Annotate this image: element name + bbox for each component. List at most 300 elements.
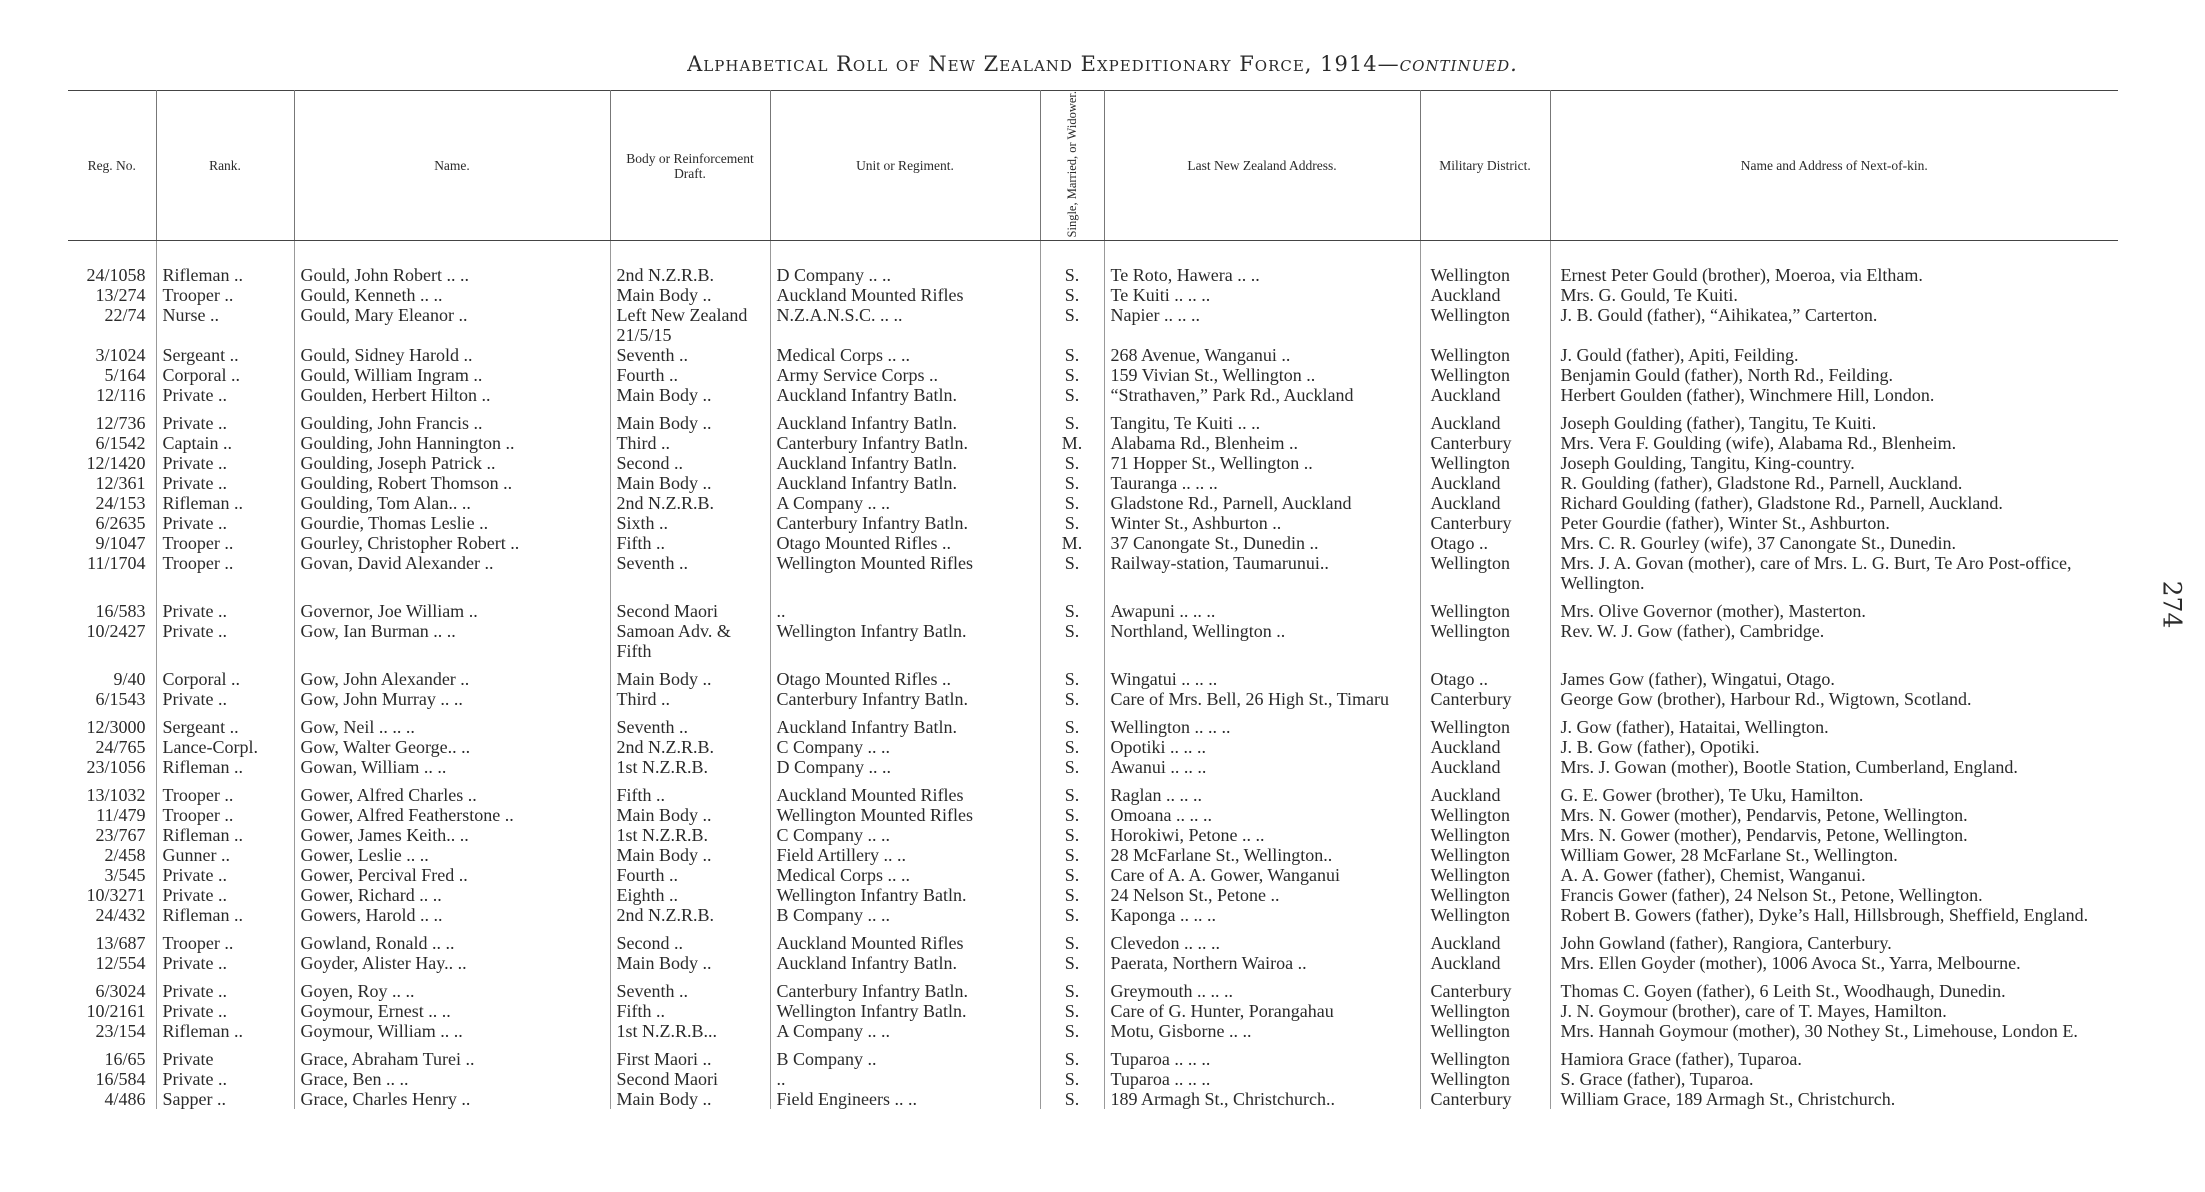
next-of-kin-cell: Mrs. J. Gowan (mother), Bootle Station, Cumberland, England. (1560, 757, 2018, 778)
district-cell: Wellington (1420, 1069, 1550, 1089)
body-draft-cell: Main Body .. (610, 473, 770, 493)
address-cell: Napier .. .. .. (1104, 305, 1420, 345)
next-of-kin-cell: Rev. W. J. Gow (father), Cambridge. (1560, 621, 1825, 642)
name-cell: Gow, John Murray .. .. (294, 689, 610, 709)
body-draft-cell: 1st N.Z.R.B... (610, 1021, 770, 1041)
rank-cell: Rifleman .. (156, 825, 294, 845)
reg-no-cell: 10/2161 (68, 1001, 156, 1021)
rank-cell: Private .. (156, 1069, 294, 1089)
district-cell: Auckland (1420, 385, 1550, 405)
reg-no-cell: 24/153 (68, 493, 156, 513)
marital-cell: S. (1040, 865, 1104, 885)
next-of-kin-cell: Thomas C. Goyen (father), 6 Leith St., Woodhaugh, Dunedin. (1560, 981, 2006, 1002)
body-draft-cell: Third .. (610, 433, 770, 453)
table-row (68, 777, 2118, 805)
reg-no-cell: 9/1047 (68, 533, 156, 553)
unit-cell: A Company .. .. (770, 1021, 1040, 1041)
table-row (68, 365, 2118, 385)
unit-cell: Otago Mounted Rifles .. (770, 661, 1040, 689)
next-of-kin-cell: J. B. Gow (father), Opotiki. (1560, 737, 1760, 758)
reg-no-cell: 12/1420 (68, 453, 156, 473)
district-cell: Wellington (1420, 453, 1550, 473)
next-of-kin-cell: A. A. Gower (father), Chemist, Wanganui. (1560, 865, 1866, 886)
unit-cell: Wellington Infantry Batln. (770, 885, 1040, 905)
marital-cell: S. (1040, 305, 1104, 345)
marital-cell: S. (1040, 453, 1104, 473)
marital-cell: S. (1040, 241, 1104, 286)
address-cell: Winter St., Ashburton .. (1104, 513, 1420, 533)
body-draft-cell: Third .. (610, 689, 770, 709)
table-row (68, 385, 2118, 405)
body-draft-cell: Seventh .. (610, 973, 770, 1001)
body-draft-cell: Seventh .. (610, 553, 770, 593)
unit-cell: Auckland Infantry Batln. (770, 453, 1040, 473)
body-draft-cell: 2nd N.Z.R.B. (610, 905, 770, 925)
marital-cell: S. (1040, 473, 1104, 493)
next-of-kin-cell: Peter Gourdie (father), Winter St., Ashburton. (1560, 513, 1890, 534)
table-row (68, 865, 2118, 885)
district-cell: Canterbury (1420, 689, 1550, 709)
table-row (68, 973, 2118, 1001)
next-of-kin-cell: Francis Gower (father), 24 Nelson St., Petone, Wellington. (1560, 885, 1983, 906)
name-cell: Gould, Kenneth .. .. (294, 285, 610, 305)
name-cell: Gower, Alfred Featherstone .. (294, 805, 610, 825)
next-of-kin-cell: Ernest Peter Gould (brother), Moeroa, via Eltham. (1560, 265, 1923, 286)
next-of-kin-cell: Joseph Goulding, Tangitu, King-country. (1560, 453, 1855, 474)
name-cell: Gower, Richard .. .. (294, 885, 610, 905)
address-cell: Wellington .. .. .. (1104, 709, 1420, 737)
unit-cell: N.Z.A.N.S.C. .. .. (770, 305, 1040, 345)
rank-cell: Private .. (156, 973, 294, 1001)
address-cell: 71 Hopper St., Wellington .. (1104, 453, 1420, 473)
district-cell: Wellington (1420, 885, 1550, 905)
address-cell: 189 Armagh St., Christchurch.. (1104, 1089, 1420, 1109)
body-draft-cell: Main Body .. (610, 285, 770, 305)
table-row (68, 1089, 2118, 1109)
rank-cell: Private .. (156, 885, 294, 905)
address-cell: Greymouth .. .. .. (1104, 973, 1420, 1001)
district-cell: Wellington (1420, 905, 1550, 925)
body-draft-cell: Fourth .. (610, 865, 770, 885)
next-of-kin-cell: William Grace, 189 Armagh St., Christchurch. (1560, 1089, 1896, 1110)
next-of-kin-cell: S. Grace (father), Tuparoa. (1560, 1069, 1754, 1090)
table-row (68, 405, 2118, 433)
name-cell: Gower, James Keith.. .. (294, 825, 610, 845)
reg-no-cell: 23/1056 (68, 757, 156, 777)
marital-cell: S. (1040, 757, 1104, 777)
unit-cell: Army Service Corps .. (770, 365, 1040, 385)
body-draft-cell: Eighth .. (610, 885, 770, 905)
table-row (68, 737, 2118, 757)
reg-no-cell: 13/274 (68, 285, 156, 305)
marital-cell: S. (1040, 661, 1104, 689)
marital-cell: S. (1040, 1041, 1104, 1069)
rank-cell: Private .. (156, 1001, 294, 1021)
address-cell: Awapuni .. .. .. (1104, 593, 1420, 621)
col-address: Last New Zealand Address. (1104, 91, 1420, 241)
district-cell: Wellington (1420, 845, 1550, 865)
body-draft-cell: Samoan Adv. & Fifth (610, 621, 770, 661)
next-of-kin-cell: Mrs. Vera F. Goulding (wife), Alabama Rd., Blenheim. (1560, 433, 1957, 454)
district-cell: Canterbury (1420, 513, 1550, 533)
body-draft-cell: Second .. (610, 925, 770, 953)
marital-cell: S. (1040, 285, 1104, 305)
body-draft-cell: Fifth .. (610, 533, 770, 553)
body-draft-cell: Second Maori (610, 593, 770, 621)
unit-cell: D Company .. .. (770, 241, 1040, 286)
body-draft-cell: Main Body .. (610, 405, 770, 433)
reg-no-cell: 12/361 (68, 473, 156, 493)
marital-cell: S. (1040, 845, 1104, 865)
name-cell: Goyder, Alister Hay.. .. (294, 953, 610, 973)
unit-cell: D Company .. .. (770, 757, 1040, 777)
page-number: 274 (2157, 580, 2187, 629)
reg-no-cell: 12/3000 (68, 709, 156, 737)
table-row (68, 1021, 2118, 1041)
marital-cell: S. (1040, 737, 1104, 757)
reg-no-cell: 11/1704 (68, 553, 156, 593)
reg-no-cell: 23/154 (68, 1021, 156, 1041)
marital-cell: S. (1040, 885, 1104, 905)
name-cell: Gower, Leslie .. .. (294, 845, 610, 865)
unit-cell: Auckland Infantry Batln. (770, 385, 1040, 405)
district-cell: Wellington (1420, 621, 1550, 661)
name-cell: Goymour, William .. .. (294, 1021, 610, 1041)
reg-no-cell: 6/1542 (68, 433, 156, 453)
unit-cell: B Company .. .. (770, 905, 1040, 925)
district-cell: Canterbury (1420, 1089, 1550, 1109)
title-main: Alphabetical Roll of New Zealand Expeditionary Force, 1914— (687, 52, 1400, 76)
reg-no-cell: 9/40 (68, 661, 156, 689)
reg-no-cell: 10/3271 (68, 885, 156, 905)
reg-no-cell: 16/583 (68, 593, 156, 621)
name-cell: Goulding, Joseph Patrick .. (294, 453, 610, 473)
col-reg-no: Reg. No. (68, 91, 156, 241)
rank-cell: Private .. (156, 405, 294, 433)
col-marital-label: Single, Married, or Widower. (1064, 91, 1079, 238)
district-cell: Wellington (1420, 1001, 1550, 1021)
rank-cell: Rifleman .. (156, 1021, 294, 1041)
address-cell: Kaponga .. .. .. (1104, 905, 1420, 925)
unit-cell: Canterbury Infantry Batln. (770, 433, 1040, 453)
district-cell: Wellington (1420, 365, 1550, 385)
marital-cell: S. (1040, 689, 1104, 709)
marital-cell: S. (1040, 493, 1104, 513)
next-of-kin-cell: Mrs. N. Gower (mother), Pendarvis, Petone, Wellington. (1560, 805, 1968, 826)
name-cell: Gowan, William .. .. (294, 757, 610, 777)
district-cell: Auckland (1420, 285, 1550, 305)
address-cell: 24 Nelson St., Petone .. (1104, 885, 1420, 905)
district-cell: Auckland (1420, 777, 1550, 805)
district-cell: Wellington (1420, 593, 1550, 621)
district-cell: Auckland (1420, 493, 1550, 513)
body-draft-cell: Left New Zealand 21/5/15 (610, 305, 770, 345)
next-of-kin-cell: J. B. Gould (father), “Aihikatea,” Carterton. (1560, 305, 1878, 326)
rank-cell: Lance-Corpl. (156, 737, 294, 757)
name-cell: Grace, Ben .. .. (294, 1069, 610, 1089)
district-cell: Wellington (1420, 709, 1550, 737)
unit-cell: .. (770, 593, 1040, 621)
unit-cell: Wellington Infantry Batln. (770, 1001, 1040, 1021)
next-of-kin-cell: J. Gow (father), Hataitai, Wellington. (1560, 717, 1829, 738)
next-of-kin-cell: Robert B. Gowers (father), Dyke’s Hall, Hillsbrough, Sheffield, England. (1560, 905, 2089, 926)
address-cell: 159 Vivian St., Wellington .. (1104, 365, 1420, 385)
rank-cell: Private .. (156, 621, 294, 661)
body-draft-cell: 1st N.Z.R.B. (610, 825, 770, 845)
marital-cell: M. (1040, 433, 1104, 453)
table-row (68, 905, 2118, 925)
district-cell: Auckland (1420, 737, 1550, 757)
next-of-kin-cell: John Gowland (father), Rangiora, Canterbury. (1560, 933, 1892, 954)
body-draft-cell: Main Body .. (610, 1089, 770, 1109)
district-cell: Wellington (1420, 1041, 1550, 1069)
name-cell: Gow, John Alexander .. (294, 661, 610, 689)
reg-no-cell: 12/116 (68, 385, 156, 405)
rank-cell: Private (156, 1041, 294, 1069)
district-cell: Wellington (1420, 345, 1550, 365)
table-row (68, 661, 2118, 689)
rank-cell: Corporal .. (156, 661, 294, 689)
next-of-kin-cell: Mrs. Olive Governor (mother), Masterton. (1560, 601, 1866, 622)
col-district: Military District. (1420, 91, 1550, 241)
address-cell: Awanui .. .. .. (1104, 757, 1420, 777)
name-cell: Governor, Joe William .. (294, 593, 610, 621)
address-cell: Raglan .. .. .. (1104, 777, 1420, 805)
body-draft-cell: Main Body .. (610, 953, 770, 973)
rank-cell: Private .. (156, 473, 294, 493)
address-cell: Tuparoa .. .. .. (1104, 1069, 1420, 1089)
name-cell: Gould, Sidney Harold .. (294, 345, 610, 365)
district-cell: Auckland (1420, 925, 1550, 953)
name-cell: Goyen, Roy .. .. (294, 973, 610, 1001)
reg-no-cell: 11/479 (68, 805, 156, 825)
body-draft-cell: Fifth .. (610, 777, 770, 805)
rank-cell: Rifleman .. (156, 905, 294, 925)
rank-cell: Sergeant .. (156, 345, 294, 365)
unit-cell: Otago Mounted Rifles .. (770, 533, 1040, 553)
body-draft-cell: Main Body .. (610, 805, 770, 825)
rank-cell: Gunner .. (156, 845, 294, 865)
marital-cell: S. (1040, 593, 1104, 621)
marital-cell: S. (1040, 925, 1104, 953)
reg-no-cell: 24/1058 (68, 241, 156, 286)
reg-no-cell: 2/458 (68, 845, 156, 865)
body-draft-cell: Fifth .. (610, 1001, 770, 1021)
unit-cell: Wellington Mounted Rifles (770, 553, 1040, 593)
address-cell: Paerata, Northern Wairoa .. (1104, 953, 1420, 973)
name-cell: Gow, Walter George.. .. (294, 737, 610, 757)
rank-cell: Rifleman .. (156, 241, 294, 286)
rank-cell: Trooper .. (156, 925, 294, 953)
unit-cell: Auckland Infantry Batln. (770, 405, 1040, 433)
reg-no-cell: 3/545 (68, 865, 156, 885)
body-draft-cell: Second Maori (610, 1069, 770, 1089)
reg-no-cell: 13/687 (68, 925, 156, 953)
rank-cell: Sapper .. (156, 1089, 294, 1109)
table-row (68, 553, 2118, 593)
body-draft-cell: 2nd N.Z.R.B. (610, 737, 770, 757)
marital-cell: S. (1040, 825, 1104, 845)
unit-cell: Auckland Infantry Batln. (770, 709, 1040, 737)
rank-cell: Rifleman .. (156, 757, 294, 777)
address-cell: Care of G. Hunter, Porangahau (1104, 1001, 1420, 1021)
address-cell: Te Roto, Hawera .. .. (1104, 241, 1420, 286)
marital-cell: S. (1040, 365, 1104, 385)
name-cell: Goulding, John Hannington .. (294, 433, 610, 453)
name-cell: Gower, Percival Fred .. (294, 865, 610, 885)
next-of-kin-cell: William Gower, 28 McFarlane St., Wellington. (1560, 845, 1898, 866)
body-draft-cell: Second .. (610, 453, 770, 473)
next-of-kin-cell: George Gow (brother), Harbour Rd., Wigtown, Scotland. (1560, 689, 1972, 710)
next-of-kin-cell: R. Goulding (father), Gladstone Rd., Parnell, Auckland. (1560, 473, 1963, 494)
rank-cell: Private .. (156, 865, 294, 885)
district-cell: Wellington (1420, 805, 1550, 825)
unit-cell: Field Engineers .. .. (770, 1089, 1040, 1109)
table-row (68, 533, 2118, 553)
name-cell: Gowland, Ronald .. .. (294, 925, 610, 953)
table-header (68, 91, 2118, 241)
address-cell: Opotiki .. .. .. (1104, 737, 1420, 757)
marital-cell: S. (1040, 621, 1104, 661)
col-marital (1040, 91, 1104, 241)
marital-cell: S. (1040, 973, 1104, 1001)
rank-cell: Trooper .. (156, 805, 294, 825)
address-cell: 28 McFarlane St., Wellington.. (1104, 845, 1420, 865)
address-cell: Care of Mrs. Bell, 26 High St., Timaru (1104, 689, 1420, 709)
reg-no-cell: 6/2635 (68, 513, 156, 533)
table-row (68, 453, 2118, 473)
unit-cell: Canterbury Infantry Batln. (770, 973, 1040, 1001)
rank-cell: Rifleman .. (156, 493, 294, 513)
name-cell: Goulding, John Francis .. (294, 405, 610, 433)
district-cell: Wellington (1420, 241, 1550, 286)
table-row (68, 621, 2118, 661)
unit-cell: Auckland Infantry Batln. (770, 473, 1040, 493)
marital-cell: S. (1040, 405, 1104, 433)
next-of-kin-cell: Hamiora Grace (father), Tuparoa. (1560, 1049, 1802, 1070)
reg-no-cell: 10/2427 (68, 621, 156, 661)
unit-cell: Wellington Mounted Rifles (770, 805, 1040, 825)
unit-cell: Auckland Mounted Rifles (770, 777, 1040, 805)
marital-cell: S. (1040, 1089, 1104, 1109)
reg-no-cell: 23/767 (68, 825, 156, 845)
district-cell: Wellington (1420, 1021, 1550, 1041)
marital-cell: S. (1040, 777, 1104, 805)
next-of-kin-cell: Benjamin Gould (father), North Rd., Feilding. (1560, 365, 1893, 386)
name-cell: Grace, Charles Henry .. (294, 1089, 610, 1109)
table-row (68, 433, 2118, 453)
name-cell: Goulding, Tom Alan.. .. (294, 493, 610, 513)
body-draft-cell: 1st N.Z.R.B. (610, 757, 770, 777)
address-cell: Omoana .. .. .. (1104, 805, 1420, 825)
table-row (68, 925, 2118, 953)
next-of-kin-cell: J. N. Goymour (brother), care of T. Mayes, Hamilton. (1560, 1001, 1947, 1022)
table-row (68, 285, 2118, 305)
rank-cell: Private .. (156, 385, 294, 405)
marital-cell: S. (1040, 805, 1104, 825)
marital-cell: S. (1040, 1021, 1104, 1041)
district-cell: Auckland (1420, 405, 1550, 433)
table-row (68, 1041, 2118, 1069)
address-cell: 268 Avenue, Wanganui .. (1104, 345, 1420, 365)
address-cell: “Strathaven,” Park Rd., Auckland (1104, 385, 1420, 405)
next-of-kin-cell: Mrs. Hannah Goymour (mother), 30 Nothey St., Limehouse, London E. (1560, 1021, 2078, 1042)
table-row (68, 825, 2118, 845)
name-cell: Gould, Mary Eleanor .. (294, 305, 610, 345)
marital-cell: S. (1040, 345, 1104, 365)
table-body (68, 241, 2118, 1110)
rank-cell: Captain .. (156, 433, 294, 453)
name-cell: Gower, Alfred Charles .. (294, 777, 610, 805)
marital-cell: S. (1040, 553, 1104, 593)
reg-no-cell: 12/554 (68, 953, 156, 973)
reg-no-cell: 12/736 (68, 405, 156, 433)
address-cell: 37 Canongate St., Dunedin .. (1104, 533, 1420, 553)
name-cell: Gould, William Ingram .. (294, 365, 610, 385)
rank-cell: Trooper .. (156, 285, 294, 305)
marital-cell: S. (1040, 385, 1104, 405)
unit-cell: A Company .. .. (770, 493, 1040, 513)
rank-cell: Private .. (156, 453, 294, 473)
col-next-of-kin: Name and Address of Next-of-kin. (1550, 91, 2118, 241)
table-row (68, 305, 2118, 345)
address-cell: Wingatui .. .. .. (1104, 661, 1420, 689)
table-row (68, 953, 2118, 973)
address-cell: Alabama Rd., Blenheim .. (1104, 433, 1420, 453)
district-cell: Otago .. (1420, 661, 1550, 689)
name-cell: Govan, David Alexander .. (294, 553, 610, 593)
unit-cell: Medical Corps .. .. (770, 345, 1040, 365)
unit-cell: Auckland Infantry Batln. (770, 953, 1040, 973)
rank-cell: Private .. (156, 689, 294, 709)
rank-cell: Sergeant .. (156, 709, 294, 737)
table-row (68, 805, 2118, 825)
name-cell: Goulding, Robert Thomson .. (294, 473, 610, 493)
address-cell: Care of A. A. Gower, Wanganui (1104, 865, 1420, 885)
roll-table (68, 90, 2118, 1109)
marital-cell: S. (1040, 905, 1104, 925)
rank-cell: Private .. (156, 953, 294, 973)
name-cell: Grace, Abraham Turei .. (294, 1041, 610, 1069)
reg-no-cell: 6/3024 (68, 973, 156, 1001)
reg-no-cell: 5/164 (68, 365, 156, 385)
next-of-kin-cell: Mrs. N. Gower (mother), Pendarvis, Petone, Wellington. (1560, 825, 1968, 846)
unit-cell: Auckland Mounted Rifles (770, 925, 1040, 953)
rank-cell: Corporal .. (156, 365, 294, 385)
name-cell: Gow, Ian Burman .. .. (294, 621, 610, 661)
name-cell: Goulden, Herbert Hilton .. (294, 385, 610, 405)
district-cell: Auckland (1420, 757, 1550, 777)
body-draft-cell: Main Body .. (610, 845, 770, 865)
district-cell: Auckland (1420, 473, 1550, 493)
next-of-kin-cell: Mrs. J. A. Govan (mother), care of Mrs. L. G. Burt, Te Aro Post-office, Wellington. (1560, 553, 2072, 594)
marital-cell: S. (1040, 709, 1104, 737)
district-cell: Otago .. (1420, 533, 1550, 553)
next-of-kin-cell: Mrs. C. R. Gourley (wife), 37 Canongate St., Dunedin. (1560, 533, 1956, 554)
district-cell: Canterbury (1420, 973, 1550, 1001)
page-title (0, 52, 2205, 76)
table-row (68, 513, 2118, 533)
col-body: Body or Reinforcement Draft. (610, 91, 770, 241)
unit-cell: Wellington Infantry Batln. (770, 621, 1040, 661)
address-cell: Te Kuiti .. .. .. (1104, 285, 1420, 305)
table-row (68, 709, 2118, 737)
reg-no-cell: 22/74 (68, 305, 156, 345)
name-cell: Gowers, Harold .. .. (294, 905, 610, 925)
unit-cell: B Company .. (770, 1041, 1040, 1069)
name-cell: Gould, John Robert .. .. (294, 241, 610, 286)
address-cell: Railway-station, Taumarunui.. (1104, 553, 1420, 593)
